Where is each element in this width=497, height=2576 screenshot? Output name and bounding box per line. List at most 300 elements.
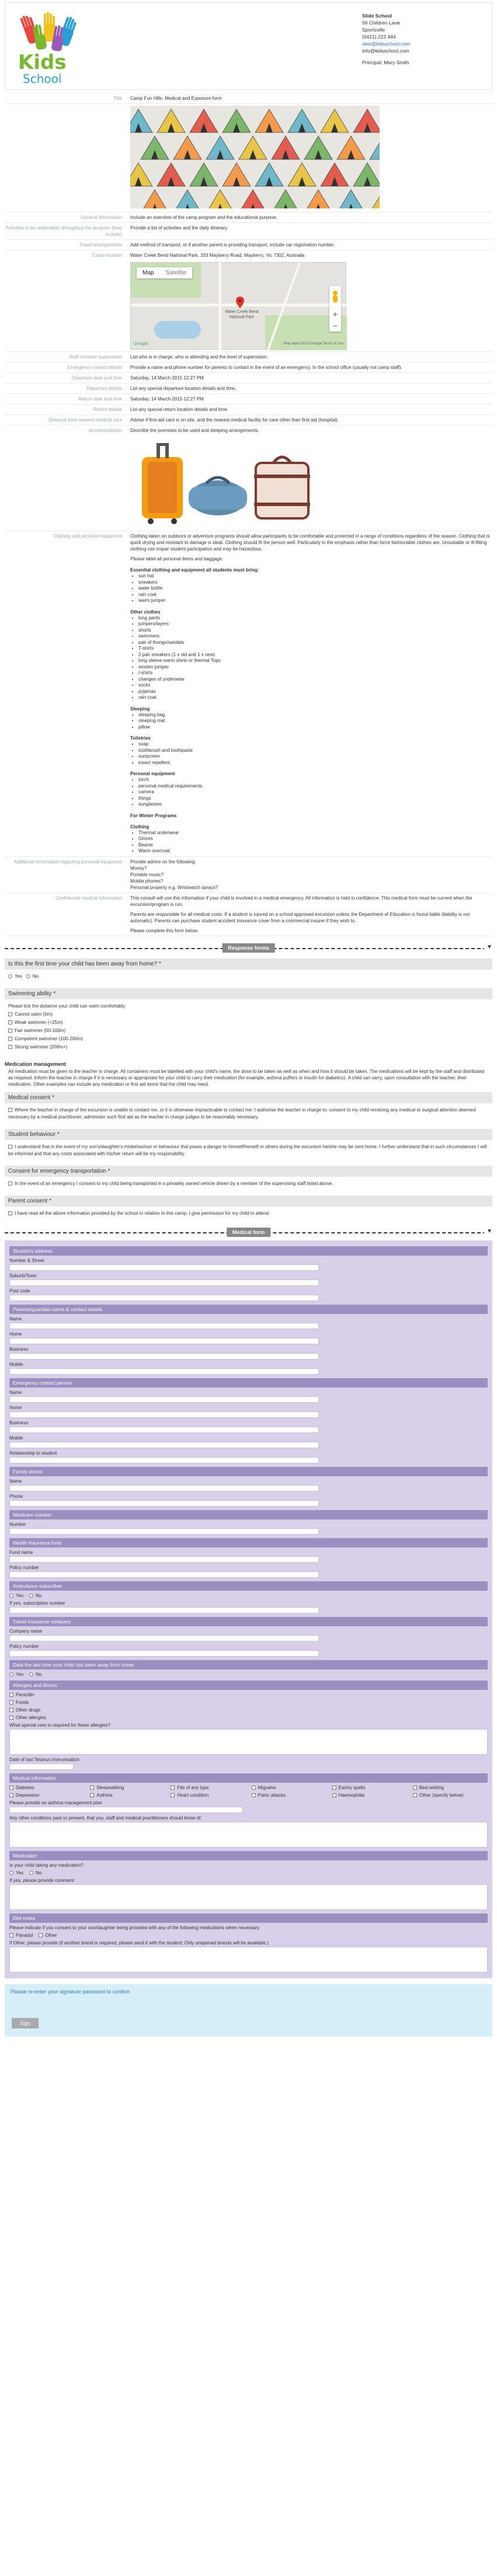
text-input[interactable] xyxy=(9,1353,319,1360)
school-phone: (0421) 222 444 xyxy=(362,34,396,40)
medical-section-header: Student's address xyxy=(9,1246,488,1256)
checkbox-label: Other xyxy=(45,1932,57,1938)
info-row-general xyxy=(5,212,492,223)
clothing-item: • socks xyxy=(138,682,492,689)
radio-icon xyxy=(9,1871,13,1875)
checkbox-icon xyxy=(413,1793,417,1797)
medical-form-divider xyxy=(5,1226,492,1238)
clothing-item: • pyjamas xyxy=(138,689,492,695)
tent-shape xyxy=(130,163,152,186)
info-row-location xyxy=(5,250,492,352)
clothing-item: • sunglasses xyxy=(138,801,492,808)
text-input[interactable] xyxy=(9,1500,319,1507)
transport-checkbox[interactable]: In the event of an emergency I consent to my child being transported in a privately owned vehicle driven by a member of the supervising staff listed above. xyxy=(8,1181,333,1186)
radio-label: No xyxy=(36,1592,42,1598)
radio-label: No xyxy=(36,1870,42,1876)
map-zoom-control xyxy=(329,308,341,332)
parent-consent-checkbox[interactable]: I have read all the above information provided by the school in relation to this camp. I give permission for my child to attend. xyxy=(8,1211,270,1216)
text-input[interactable] xyxy=(9,1368,319,1375)
medical-section-header: Medicare number xyxy=(9,1510,488,1519)
condition-checkbox[interactable] xyxy=(90,1793,165,1798)
text-input[interactable] xyxy=(9,1427,319,1433)
question-heading: Is this the first time your child has been away from home? * xyxy=(5,958,492,970)
checkbox-label: Panadol xyxy=(16,1932,33,1938)
clothing-item: • sneakers xyxy=(138,580,492,586)
logo-word-kids: Kids xyxy=(18,51,67,74)
question-first-time xyxy=(5,958,492,984)
field-label: Policy number xyxy=(9,1564,39,1570)
condition-checkbox[interactable] xyxy=(413,1785,488,1790)
info-label: Accommodation xyxy=(88,428,122,433)
swim-option[interactable]: Competent swimmer (100-200m) xyxy=(8,1036,489,1043)
checkbox-label: Foods xyxy=(16,1699,29,1705)
radio-icon xyxy=(9,1672,13,1676)
school-address-line-1: 56 Children Lane xyxy=(362,20,400,26)
field-label: If yes, subscription number xyxy=(9,1600,65,1606)
tents-illustration xyxy=(130,106,380,208)
clothing-item: • pair of thongs/sandals xyxy=(138,640,492,646)
clothing-sections xyxy=(130,567,492,855)
street-view-pegman-icon[interactable] xyxy=(329,286,341,309)
info-value: Saturday, 14 March 2015 12:27 PM xyxy=(130,396,204,402)
info-label: Clothing and personal equipment xyxy=(53,534,122,539)
clothing-section-title: Other clothes xyxy=(130,609,161,615)
field-label: Post code xyxy=(9,1288,30,1294)
checkbox-icon xyxy=(332,1786,336,1790)
swim-option[interactable]: Fair swimmer (50-100m) xyxy=(8,1027,489,1034)
text-input[interactable] xyxy=(9,1264,319,1271)
checkbox-icon xyxy=(252,1786,256,1790)
text-input[interactable] xyxy=(9,1556,319,1563)
hands-logo-icon xyxy=(17,10,81,57)
signature-confirm xyxy=(5,1984,492,2037)
field-label: Business xyxy=(9,1420,29,1425)
radio-icon xyxy=(29,1672,33,1676)
swim-option[interactable]: Weak swimmer (<25m) xyxy=(8,1019,489,1026)
yes-no-radio xyxy=(9,1593,488,1598)
checkbox-label: Migraine xyxy=(258,1784,276,1790)
luggage-illustration xyxy=(130,434,317,527)
info-value: Add method of transport, or if another parent is providing transport, include car registration number. xyxy=(130,242,335,248)
field-label: Number xyxy=(9,1521,26,1527)
info-row-staff xyxy=(5,352,492,362)
clothing-item: • T-shirts xyxy=(138,646,492,652)
info-value: Include an overview of the camp program and the educational purpose. xyxy=(130,215,278,220)
field-label: Relationship to student xyxy=(9,1450,57,1456)
additional-line: Mobile phones? xyxy=(130,878,164,884)
medical-field xyxy=(9,1451,488,1463)
condition-checkbox[interactable] xyxy=(9,1793,84,1798)
conditions-grid xyxy=(9,1785,488,1798)
school-email-link[interactable]: alex@kidsschool.com xyxy=(362,41,411,47)
text-input[interactable] xyxy=(9,1396,319,1403)
checkbox-label: Fits of any type xyxy=(177,1784,209,1790)
checkbox-label: Panic attacks xyxy=(258,1792,286,1798)
clothing-item: • insect repellent xyxy=(138,760,492,766)
diet-options xyxy=(9,1933,488,1938)
additional-line: Provide advice on the following: xyxy=(130,859,196,865)
checkbox-label: Diabetes xyxy=(16,1784,34,1790)
map-type-tabs xyxy=(137,267,192,278)
question-emergency-transport xyxy=(5,1166,492,1191)
text-input[interactable] xyxy=(9,1528,319,1535)
radio-no[interactable]: No xyxy=(26,974,39,979)
zoom-in-button[interactable]: + xyxy=(332,309,338,319)
medical-field xyxy=(9,1522,488,1535)
clothing-item: • rain coat xyxy=(138,592,492,598)
clothing-list xyxy=(138,712,492,731)
school-header xyxy=(5,2,492,90)
checkbox-icon xyxy=(9,1693,13,1697)
collapse-arrow-icon[interactable]: ▼ xyxy=(484,1228,492,1235)
radio-label: Yes xyxy=(16,1870,24,1876)
allergy-checkbox[interactable] xyxy=(9,1700,488,1705)
condition-checkbox[interactable] xyxy=(332,1793,407,1798)
question-medical-consent xyxy=(5,1092,492,1124)
field-label: If Other, please provide (if another brand is required, please send it with the student; Only unopened brands will be available.) xyxy=(9,1940,269,1946)
checkbox-label: Asthma xyxy=(96,1792,113,1798)
text-input[interactable] xyxy=(9,1635,319,1641)
info-value: Describe the premises to be used and sleeping arrangements. xyxy=(130,428,259,433)
checkbox-icon xyxy=(171,1793,175,1797)
response-forms-divider xyxy=(5,942,492,954)
text-input[interactable] xyxy=(9,1323,319,1329)
medical-field xyxy=(9,1347,488,1360)
diet-checkbox[interactable] xyxy=(39,1933,57,1938)
additional-line: Money? xyxy=(130,865,147,871)
radio-no[interactable] xyxy=(29,1870,41,1876)
clothing-section-title: Essential clothing and equipment all students must bring: xyxy=(130,567,259,573)
medical-field xyxy=(9,1629,488,1641)
info-value: Provide a list of activities and the daily itinerary. xyxy=(130,225,228,231)
medical-field xyxy=(9,1405,488,1418)
clothing-item: • Beanie xyxy=(138,842,492,849)
clothing-item: • shorts xyxy=(138,628,492,634)
field-label: Fund name xyxy=(9,1549,33,1555)
field-label: If yes, please provide comment xyxy=(9,1877,74,1883)
medical-section-header: Date the last time your child has been away from home xyxy=(9,1660,488,1669)
question-swimming xyxy=(5,988,492,1055)
condition-checkbox[interactable] xyxy=(413,1793,488,1798)
clothing-item: • toothbrush and toothpaste xyxy=(138,748,492,754)
text-input[interactable] xyxy=(9,1411,319,1418)
medical-field xyxy=(9,1565,488,1578)
text-input[interactable] xyxy=(9,1295,319,1301)
clothing-item: • torch xyxy=(138,777,492,783)
radio-label: Yes xyxy=(16,1671,24,1677)
clothing-item: • personal medical requirements xyxy=(138,783,492,790)
response-forms-title: Response forms xyxy=(222,943,275,953)
tent-shape xyxy=(130,109,152,133)
radio-icon xyxy=(8,974,12,978)
swim-option[interactable]: Strong swimmer (200m+) xyxy=(8,1044,489,1051)
medical-section-header: Medical information xyxy=(9,1773,488,1783)
tent-shape xyxy=(370,136,380,159)
field-label: Policy number xyxy=(9,1643,39,1649)
condition-checkbox[interactable] xyxy=(332,1785,407,1790)
logo-word-school: School xyxy=(23,72,62,86)
info-row-activities xyxy=(5,223,492,240)
medical-section-header: Diet notes xyxy=(9,1913,488,1923)
radio-yes[interactable] xyxy=(9,1593,23,1598)
info-row-medical-distance xyxy=(5,415,492,426)
clothing-item: • long pants xyxy=(138,615,492,622)
checkbox-icon xyxy=(9,1933,13,1937)
checkbox-label: Depression xyxy=(16,1792,40,1798)
clothing-section-title: Toiletries xyxy=(130,735,151,741)
info-label: Distance from nearest medical care xyxy=(48,417,122,423)
text-input[interactable] xyxy=(9,1650,319,1657)
medical-field xyxy=(9,1273,488,1286)
checkbox-icon xyxy=(332,1793,336,1797)
condition-checkbox[interactable] xyxy=(171,1793,245,1798)
medical-section-header: Family doctor xyxy=(9,1467,488,1476)
text-input[interactable] xyxy=(9,1485,319,1491)
info-row-tents-image xyxy=(5,104,492,212)
text-input[interactable] xyxy=(9,1338,319,1344)
info-label: Additional information regarding personal equipment xyxy=(13,859,122,865)
text-input[interactable] xyxy=(9,1442,319,1448)
additional-line: Personal property e.g. Wristwatch sprays? xyxy=(130,884,218,890)
info-label: Emergency contact details xyxy=(67,365,122,370)
other-conditions xyxy=(9,1815,488,1848)
medical-section-header: Travel insurance company xyxy=(9,1617,488,1626)
diet-checkbox[interactable] xyxy=(9,1933,33,1938)
radio-yes[interactable]: Yes xyxy=(8,974,22,979)
checkbox-icon xyxy=(9,1793,13,1797)
clothing-item: • t-shirts xyxy=(138,670,492,677)
medical-section-header: Health insurance fund xyxy=(9,1538,488,1547)
condition-checkbox[interactable] xyxy=(9,1785,84,1790)
medical-field xyxy=(9,1258,488,1271)
clothing-intro: Clothing taken on outdoors or adventure programs should allow participants to be comfortable and protected in a range of conditions regardless of the season. Clothing that is quick drying and resistant to damage is ideal. Clothing should fit the person well. Particularly in the emphasis rather than force fashionable clothes are. Unsuitable or ill-fitting clothing can impair student participation and may be hazardous. xyxy=(130,534,490,552)
yes-no-radio xyxy=(9,1870,488,1876)
clothing-item: • things xyxy=(138,796,492,802)
info-label: Confidential medical information xyxy=(55,895,122,901)
checkbox-icon xyxy=(90,1793,94,1797)
radio-no[interactable] xyxy=(29,1672,41,1677)
signature-note: Please re-enter your signature password to confirm xyxy=(11,1988,130,1995)
medical-section-header: Parents/guardian name & contact details xyxy=(9,1305,488,1314)
radio-icon xyxy=(9,1594,13,1598)
radio-icon xyxy=(26,974,30,978)
text-input[interactable] xyxy=(9,1457,319,1463)
checkbox-icon xyxy=(9,1786,13,1790)
clothing-item: • sun hat xyxy=(138,573,492,580)
clothing-item: • Warm overcoat xyxy=(138,848,492,855)
info-row-confidential xyxy=(5,893,492,936)
info-row-return-date xyxy=(5,394,492,405)
textarea[interactable] xyxy=(9,1822,488,1848)
checkbox-icon xyxy=(9,1708,13,1712)
swim-option[interactable]: Cannot swim (0m) xyxy=(8,1011,489,1018)
field-label: Suburb/Town xyxy=(9,1273,37,1278)
medical-section-header: Ambulance subscriber xyxy=(9,1581,488,1591)
medical-field xyxy=(9,1494,488,1507)
checkbox-icon xyxy=(252,1793,256,1797)
field-label: Business xyxy=(9,1346,29,1352)
info-value: Provide a name and phone number for parents to contact in the event of an emergency. In the school office (usually not camp staff). xyxy=(130,365,402,370)
info-row-departure-date xyxy=(5,373,492,384)
clothing-item: • rain coat xyxy=(138,695,492,701)
info-row-emergency xyxy=(5,362,492,373)
field-label: Date of last Tetanus immunisation xyxy=(9,1756,79,1762)
textarea[interactable] xyxy=(9,1884,488,1910)
text-input[interactable] xyxy=(9,1571,319,1578)
info-label: Camp location xyxy=(92,253,122,258)
google-logo: Google xyxy=(133,341,148,346)
school-web: info@kidsschool.com xyxy=(362,48,409,54)
info-label: Travel arrangements xyxy=(79,242,122,248)
condition-checkbox[interactable] xyxy=(90,1785,165,1790)
info-row-title xyxy=(5,93,492,104)
field-label: Name xyxy=(9,1316,22,1322)
text-input[interactable] xyxy=(9,1607,319,1613)
field-label: Home xyxy=(9,1404,22,1410)
tent-shape xyxy=(370,190,380,208)
question-heading: Medical consent * xyxy=(5,1092,492,1103)
clothing-list xyxy=(138,573,492,604)
medical-field xyxy=(9,1316,488,1329)
info-row-accommodation xyxy=(5,426,492,531)
radio-label: No xyxy=(36,1671,42,1677)
info-table xyxy=(5,93,492,936)
medical-consent-checkbox[interactable]: Where the teacher in charge of the excursion is unable to contact me, or it is otherwise impracticable to contact me: I authorise the teacher in charge to: consent to my child receiving any medical or surgical attention deemed necessary by a medical practitioner; administer such first aid as the teacher in charge judges to be reasonably necessary. xyxy=(8,1107,476,1120)
info-value: Saturday, 14 March 2015 12:27 PM xyxy=(130,375,204,381)
checkbox-label: Haemophilia xyxy=(338,1792,365,1798)
info-row-departure-details xyxy=(5,384,492,394)
clothing-section-title: Personal equipment xyxy=(130,771,175,776)
info-value: Water Creek Bend National Park, 333 Mayberry Road, Mayberry, Vic 7302, Australia xyxy=(130,253,305,258)
info-value: Camp Fun Hills: Medical and Exposure form xyxy=(130,96,222,101)
field-label: Company name xyxy=(9,1628,43,1634)
clothing-item: • water bottle xyxy=(138,585,492,592)
clothing-note: Please label all personal items and baggage. xyxy=(130,556,224,562)
medical-field xyxy=(9,1331,488,1344)
medical-field xyxy=(9,1420,488,1433)
text-input[interactable] xyxy=(9,1763,74,1770)
info-row-return-details xyxy=(5,405,492,415)
clothing-item: • Thermal underwear xyxy=(138,830,492,836)
radio-yes[interactable] xyxy=(9,1870,23,1876)
additional-line: Portable music? xyxy=(130,872,164,877)
radio-icon xyxy=(29,1594,33,1598)
radio-no[interactable] xyxy=(29,1593,41,1598)
checkbox-label: Ear/ny spells xyxy=(338,1784,366,1790)
info-label: Title xyxy=(113,96,122,101)
confidential-paragraph: This consult will use this information if your child is involved in a medical emergency. All information is held in confidence. This medical form must be current when the excursion/program is run. xyxy=(130,895,472,907)
checkbox-label: Other allergies xyxy=(16,1714,47,1720)
radio-icon xyxy=(29,1871,33,1875)
medical-section-header: Medication xyxy=(9,1851,488,1860)
info-value: List any special return location details and time. xyxy=(130,407,229,412)
clothing-section-title: For Winter Programs xyxy=(130,813,177,818)
clothing-item: • sunscreen xyxy=(138,754,492,760)
clothing-list xyxy=(138,741,492,766)
text-input[interactable] xyxy=(9,1280,319,1286)
yes-no-radio xyxy=(9,1672,488,1677)
textarea[interactable] xyxy=(9,1729,488,1755)
medical-sections xyxy=(9,1246,488,1972)
checkbox-icon xyxy=(413,1786,417,1790)
zoom-out-button[interactable]: − xyxy=(332,321,338,330)
info-value: Advise if first aid care is on site, and the nearest medical facility for care other than first aid (hospital). xyxy=(130,417,339,423)
condition-checkbox[interactable] xyxy=(171,1785,245,1790)
allergy-checkbox[interactable] xyxy=(9,1715,488,1720)
location-map[interactable] xyxy=(130,262,346,350)
clothing-section-title: Clothing xyxy=(130,824,150,829)
allergy-checkbox[interactable] xyxy=(9,1692,488,1697)
medical-section-header: Allergies and Illness xyxy=(9,1681,488,1690)
clothing-item: • sleeping mat xyxy=(138,718,492,724)
info-row-additional xyxy=(5,857,492,893)
field-label: What special care is required for these allergies? xyxy=(9,1722,110,1728)
clothing-item: • Gloves xyxy=(138,836,492,842)
clothing-item: • 2 pair sneakers (1 x old and 1 x new) xyxy=(138,652,492,658)
text-input[interactable] xyxy=(9,1807,243,1813)
condition-checkbox[interactable] xyxy=(252,1785,326,1790)
medical-section-header: Emergency contact person xyxy=(9,1378,488,1388)
medical-field xyxy=(9,1288,488,1301)
school-principal: Principal: Mary Smith xyxy=(362,60,409,65)
info-row-clothing xyxy=(5,531,492,857)
map-tab-map[interactable]: Map xyxy=(137,267,159,278)
behaviour-checkbox[interactable]: I understand that in the event of my son's/daughter's misbehaviour or behaviour that poses a danger to himself/herself or others during the excursion he/she may be sent home. I further understand that in such circumstances I will be informed and that any costs associated with his/her return will be my responsibility. xyxy=(8,1144,487,1156)
sign-button[interactable]: Sign xyxy=(12,2018,39,2028)
map-tab-satellite[interactable]: Satellite xyxy=(159,267,192,278)
collapse-arrow-icon[interactable]: ▼ xyxy=(484,944,492,950)
question-heading: Swimming ability * xyxy=(5,988,492,999)
field-label: Mobile xyxy=(9,1361,23,1367)
school-contact xyxy=(362,8,450,85)
clothing-item: • camera xyxy=(138,789,492,796)
info-value: List any special departure location details and time. xyxy=(130,386,237,391)
checkbox-icon xyxy=(90,1786,94,1790)
medical-field xyxy=(9,1757,488,1770)
question-heading: Parent consent * xyxy=(5,1195,492,1207)
medication-question: Is your child taking any medication? xyxy=(9,1862,84,1868)
map-terms-link[interactable]: Map data ©2015 Google Terms of Use xyxy=(283,342,343,346)
medical-field xyxy=(9,1479,488,1491)
field-label: Phone xyxy=(9,1493,23,1499)
medical-field xyxy=(9,1550,488,1563)
question-student-behaviour xyxy=(5,1129,492,1161)
clothing-item: • changes of underwear xyxy=(138,677,492,683)
checkbox-label: Heart condition xyxy=(177,1792,209,1798)
info-label: Departure date and time xyxy=(71,375,122,381)
info-value: List who is in charge, who is attending and the level of supervision. xyxy=(130,354,269,360)
school-name: Slide School xyxy=(362,13,392,19)
medical-field xyxy=(9,1435,488,1448)
checkbox-label: Other (specify below) xyxy=(419,1792,464,1798)
clothing-item: • swimmers xyxy=(138,633,492,640)
clothing-item: • sleeping bag xyxy=(138,712,492,719)
map-pin-icon[interactable] xyxy=(236,297,244,308)
textarea[interactable] xyxy=(9,1947,488,1972)
medical-field xyxy=(9,1390,488,1403)
allergy-checkbox[interactable] xyxy=(9,1707,488,1713)
condition-checkbox[interactable] xyxy=(252,1793,326,1798)
clothing-item: • pillow xyxy=(138,724,492,731)
medication-detail xyxy=(9,1878,488,1910)
clothing-item: • jumpers/layers xyxy=(138,621,492,628)
medical-field xyxy=(9,1644,488,1657)
info-label: General Information xyxy=(81,215,122,220)
checkbox-label: Bed-wetting xyxy=(419,1784,444,1790)
map-pin-label: Water Creek Bend National Park xyxy=(225,310,259,319)
medical-field xyxy=(9,1362,488,1375)
radio-yes[interactable] xyxy=(9,1672,23,1677)
